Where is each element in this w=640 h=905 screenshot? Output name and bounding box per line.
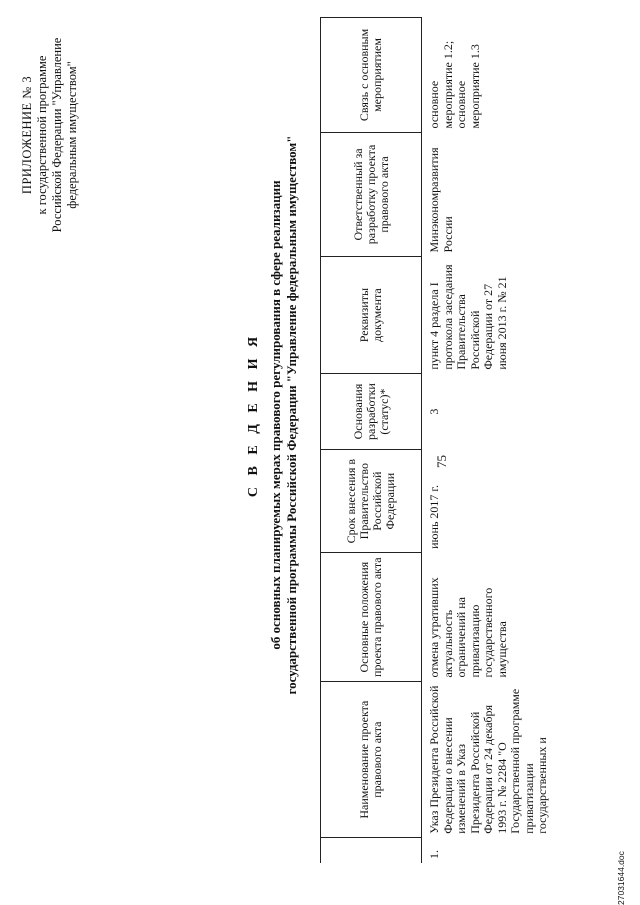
row-basis-cell [422, 374, 556, 450]
page-number: 75 [434, 455, 449, 468]
appendix-line-2: Российской Федерации "Управление [50, 37, 64, 233]
appendix-line-3: федеральным имуществом" [65, 61, 79, 209]
row-link: основное мероприятие 1.2; основное мероприятие 1.3 [427, 40, 482, 129]
footer-doc-code: 27031644.doc [616, 851, 626, 905]
header-basis: Основания разработки (статус)* [321, 374, 422, 450]
row-basis: 3 [427, 408, 441, 415]
row-number: 1. [427, 850, 441, 859]
row-provisions: отмена утративших актуальность ограничений на приватизацию государственного имущества [427, 577, 509, 678]
table-row [422, 18, 556, 864]
document-heading [246, 135, 300, 695]
table-header-row [321, 18, 422, 864]
row-requisites: пункт 4 раздела I протокола заседания Правительства Российской Федерации от 27 июня 2013 г. № 21 [427, 264, 509, 370]
appendix-line-1: к государственной программе [35, 55, 49, 215]
header-responsible: Ответственный за разработку проекта правового акта [321, 132, 422, 256]
measures-table [320, 17, 556, 863]
header-provisions: Основные положения проекта правового акта [321, 553, 422, 682]
heading-line-2: государственной программы Российской Федерации "Управление федеральным имуществом" [284, 135, 299, 695]
appendix-block [20, 5, 80, 265]
header-name: Наименование проекта правового акта [321, 682, 422, 838]
header-deadline: Срок внесения в Правительство Российской Федерации [321, 449, 422, 552]
heading-title: С В Е Д Е Н И Я [246, 332, 261, 498]
row-responsible: Минэкономразвития России [427, 147, 455, 253]
heading-line-1: об основных планируемых мерах правового регулирования в сфере реализации [268, 180, 283, 650]
row-name: Указ Президента Российской Федерации о внесении изменений в Указ Президента Российской Федерации от 24 декабря 1993 г. № 2284 "О Государственной программе приватизации государственных и [427, 685, 549, 834]
header-link: Связь с основным мероприятием [321, 18, 422, 133]
header-requisites: Реквизиты документа [321, 257, 422, 374]
appendix-title: ПРИЛОЖЕНИЕ № 3 [20, 75, 34, 195]
row-deadline: июнь 2017 г. [427, 485, 441, 549]
header-number [321, 838, 422, 863]
